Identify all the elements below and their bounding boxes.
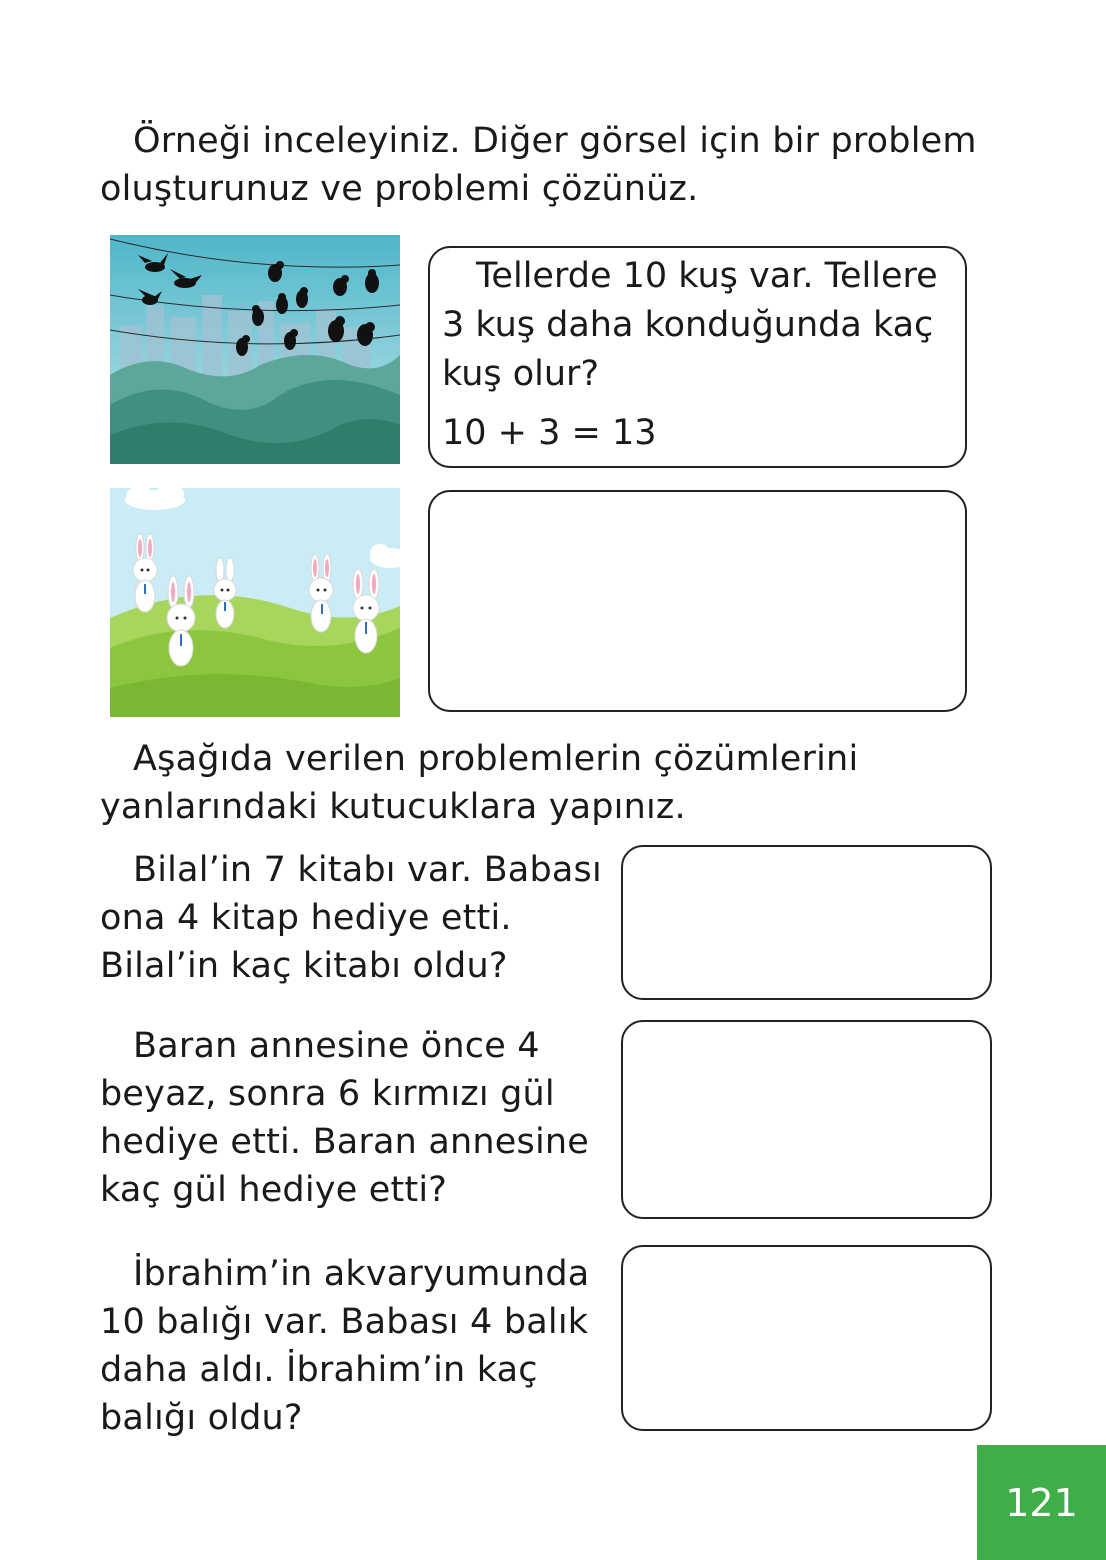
word-problem-2: [100, 1022, 589, 1214]
problem-line: beyaz, sonra 6 kırmızı gül: [100, 1074, 555, 1114]
word-problem-1: [100, 846, 602, 990]
example-problem-line: 3 kuş daha konduğunda kaç: [442, 305, 934, 345]
problem-line: İbrahim’in akvaryumunda: [133, 1254, 590, 1294]
problem-line: hediye etti. Baran annesine: [100, 1122, 590, 1162]
problem-line: Bilal’in 7 kitabı var. Babası: [133, 850, 602, 890]
birds-on-wires-image: [110, 235, 400, 464]
page-number: 121: [977, 1445, 1106, 1560]
word-problem-3: [100, 1250, 589, 1442]
instruction-line: Örneği inceleyiniz. Diğer görsel için bir problem: [133, 121, 977, 161]
problem-line: balığı oldu?: [100, 1398, 303, 1438]
answer-box-1[interactable]: [621, 845, 992, 1000]
problem-line: Baran annesine önce 4: [133, 1026, 540, 1066]
example-problem-line: Tellerde 10 kuş var. Tellere: [476, 256, 938, 296]
instruction-line: yanlarındaki kutucuklara yapınız.: [100, 787, 686, 827]
example-problem-line: kuş olur?: [442, 354, 600, 394]
answer-box-3[interactable]: [621, 1245, 992, 1431]
example-solution: 10 + 3 = 13: [442, 413, 657, 453]
create-problem-box[interactable]: [428, 490, 967, 712]
problem-line: Bilal’in kaç kitabı oldu?: [100, 946, 508, 986]
instruction-line: oluşturunuz ve problemi çözünüz.: [100, 169, 699, 209]
rabbits-on-meadow-image: [110, 488, 400, 717]
problem-line: kaç gül hediye etti?: [100, 1170, 448, 1210]
problem-line: daha aldı. İbrahim’in kaç: [100, 1350, 538, 1390]
instruction-paragraph-1: [100, 117, 977, 213]
answer-box-2[interactable]: [621, 1020, 992, 1219]
example-problem-text: [442, 252, 938, 458]
problem-line: ona 4 kitap hediye etti.: [100, 898, 512, 938]
problem-line: 10 balığı var. Babası 4 balık: [100, 1302, 589, 1342]
instruction-paragraph-2: [100, 735, 858, 831]
instruction-line: Aşağıda verilen problemlerin çözümlerini: [133, 739, 859, 779]
